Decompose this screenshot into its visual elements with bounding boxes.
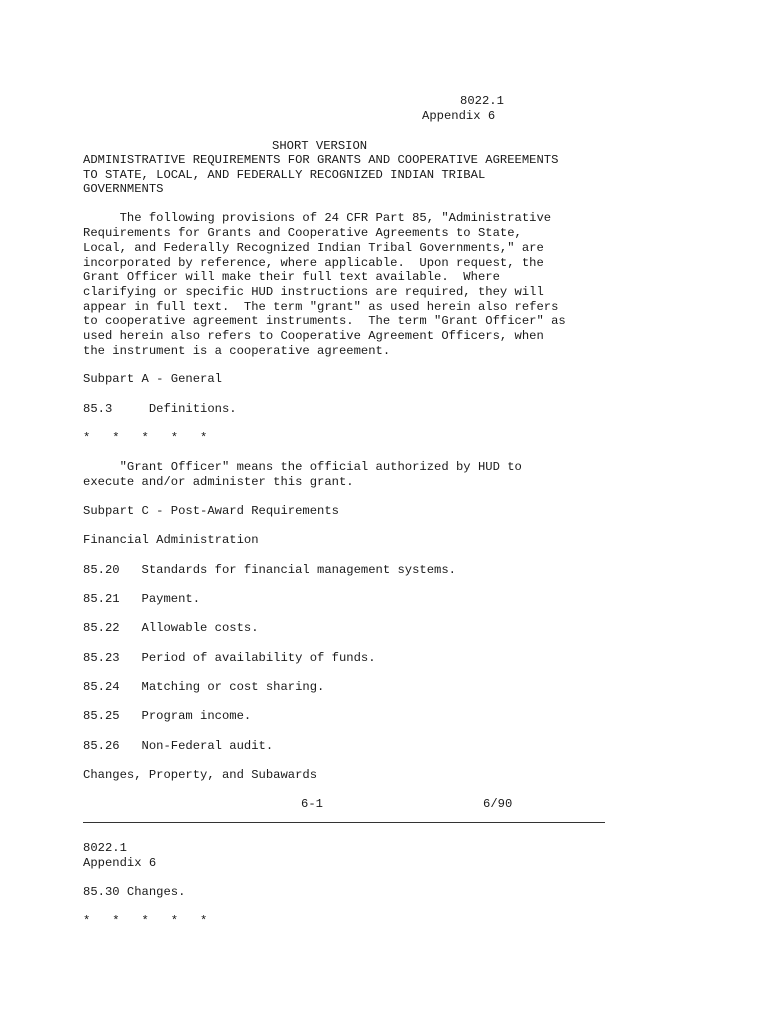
definition-line: "Grant Officer" means the official authorized by HUD to bbox=[83, 460, 522, 474]
intro-line: appear in full text. The term "grant" as used herein also refers bbox=[83, 300, 559, 314]
changes-property-subawards-heading: Changes, Property, and Subawards bbox=[83, 768, 318, 782]
section-85-30: 85.30 Changes. bbox=[83, 885, 186, 899]
intro-line: Grant Officer will make their full text available. Where bbox=[83, 270, 500, 284]
intro-line: clarifying or specific HUD instructions are required, they will bbox=[83, 285, 544, 299]
section-85-3: 85.3 Definitions. bbox=[83, 402, 237, 416]
asterisks-divider: * * * * * bbox=[83, 431, 208, 445]
definition-line: execute and/or administer this grant. bbox=[83, 475, 354, 489]
title-line-4: GOVERNMENTS bbox=[83, 182, 164, 196]
section-85-23: 85.23 Period of availability of funds. bbox=[83, 651, 376, 665]
page2-asterisks-divider: * * * * * bbox=[83, 914, 208, 928]
section-85-22: 85.22 Allowable costs. bbox=[83, 621, 259, 635]
intro-line: incorporated by reference, where applicable. Upon request, the bbox=[83, 256, 544, 270]
section-85-20: 85.20 Standards for financial management systems. bbox=[83, 563, 456, 577]
doc-number: 8022.1 bbox=[460, 94, 504, 108]
page2-appendix-label: Appendix 6 bbox=[83, 856, 157, 870]
subpart-c-heading: Subpart C - Post-Award Requirements bbox=[83, 504, 339, 518]
section-85-25: 85.25 Program income. bbox=[83, 709, 252, 723]
title-line-3: TO STATE, LOCAL, AND FEDERALLY RECOGNIZED INDIAN TRIBAL bbox=[83, 168, 486, 182]
title-short-version: SHORT VERSION bbox=[272, 139, 368, 153]
intro-line: the instrument is a cooperative agreement. bbox=[83, 344, 391, 358]
intro-line: Requirements for Grants and Cooperative Agreements to State, bbox=[83, 226, 522, 240]
subpart-a-heading: Subpart A - General bbox=[83, 372, 222, 386]
appendix-label: Appendix 6 bbox=[422, 109, 496, 123]
intro-line: to cooperative agreement instruments. The term "Grant Officer" as bbox=[83, 314, 566, 328]
page2-doc-number: 8022.1 bbox=[83, 841, 127, 855]
page-number: 6-1 bbox=[301, 797, 323, 811]
section-85-26: 85.26 Non-Federal audit. bbox=[83, 739, 274, 753]
financial-administration-heading: Financial Administration bbox=[83, 533, 259, 547]
section-85-24: 85.24 Matching or cost sharing. bbox=[83, 680, 325, 694]
section-85-21: 85.21 Payment. bbox=[83, 592, 201, 606]
intro-line: Local, and Federally Recognized Indian Tribal Governments," are bbox=[83, 241, 544, 255]
title-line-2: ADMINISTRATIVE REQUIREMENTS FOR GRANTS AND COOPERATIVE AGREEMENTS bbox=[83, 153, 559, 167]
page-break-rule bbox=[83, 822, 605, 823]
intro-line: used herein also refers to Cooperative Agreement Officers, when bbox=[83, 329, 544, 343]
intro-line: The following provisions of 24 CFR Part 85, "Administrative bbox=[83, 211, 552, 225]
revision-date: 6/90 bbox=[483, 797, 513, 811]
